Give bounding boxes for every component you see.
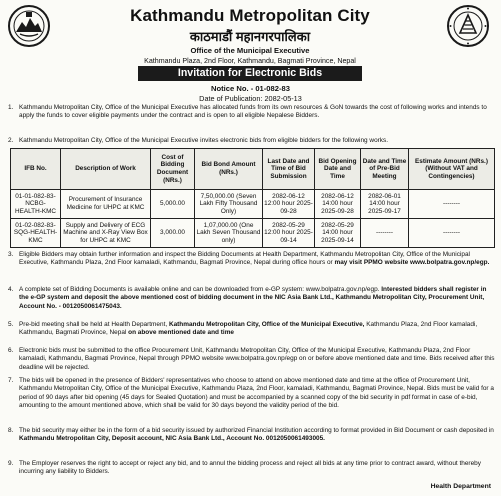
table-row xyxy=(11,219,495,248)
bids-table xyxy=(10,148,495,248)
paragraph-text-bold: Interested bidders shall register in the e-GP system and deposit the above mentioned cost of bidding document in the NIC Asia Bank Ltd., Kathmandu Metropolitan City, Procurement Unit, Account No. - 0012050061475043. xyxy=(19,286,487,310)
nepali-title: काठमाडौं महानगरपालिका xyxy=(189,29,311,44)
table-row xyxy=(11,190,495,219)
paragraph-text: The Employer reserves the right to accept or reject any bid, and to annul the bidding process and reject all bids at any time prior to contract award, without thereby incurring any liability to Bidders. xyxy=(19,460,481,476)
paragraph-number: 8. xyxy=(8,427,14,434)
paragraph-number: 1. xyxy=(8,104,14,111)
paragraph-2 xyxy=(8,137,496,145)
municipal-seal-icon xyxy=(446,4,490,48)
paragraph-number: 9. xyxy=(8,460,14,467)
paragraph-text-part: The bid security may either be in the form of a bid security issued by authorized Financial Institution according to format provided in Bid Document or cash deposited in xyxy=(19,427,494,434)
paragraph-number: 7. xyxy=(8,377,14,384)
city-title: Kathmandu Metropolitan City xyxy=(130,6,370,25)
table-cell: -------- xyxy=(361,219,409,248)
paragraph-3 xyxy=(8,251,496,268)
paragraph-7 xyxy=(8,377,496,411)
issuing-department: Health Department xyxy=(430,483,491,490)
paragraph-text-part: Pre-bid meeting shall be held at Health Department, xyxy=(19,321,169,328)
office-address: Kathmandu Plaza, 2nd Floor, Kathmandu, Bagmati Province, Nepal xyxy=(144,57,356,65)
paragraph-text xyxy=(19,321,496,338)
table-cell: 01-02-082-83-SQG-HEALTH-KMC xyxy=(11,219,61,248)
column-header: Last Date and Time of Bid Submission xyxy=(263,149,315,190)
paragraph-text-bold: Kathmandu Metropolitan City, Office of the Municipal Executive, xyxy=(168,321,365,328)
publication-date: Date of Publication: 2082-05-13 xyxy=(199,94,302,103)
paragraph-8 xyxy=(8,427,496,444)
office-name: Office of the Municipal Executive xyxy=(190,46,310,55)
paragraph-number: 5. xyxy=(8,321,14,328)
paragraph-number: 6. xyxy=(8,347,14,354)
column-header: Description of Work xyxy=(61,149,151,190)
paragraph-9 xyxy=(8,460,496,477)
column-header: Bid Opening Date and Time xyxy=(315,149,361,190)
table-cell: 7,50,000.00 (Seven Lakh Fifty Thousand Only) xyxy=(195,190,263,219)
paragraph-4 xyxy=(8,286,496,311)
table-cell: -------- xyxy=(409,190,495,219)
paragraph-text xyxy=(19,427,496,444)
column-header: Cost of Bidding Document (NRs.) xyxy=(151,149,195,190)
column-header: Bid Bond Amount (NRs.) xyxy=(195,149,263,190)
paragraph-number: 4. xyxy=(8,286,14,293)
table-cell: -------- xyxy=(409,219,495,248)
paragraph-text-part: Eligible Bidders may obtain further information and inspect the Bidding Documents at Health Department, Kathmandu Metropolitan City, Office of the Municipal Executive, Kathmandu Plaza, 2nd Floor kamaladi, Kathmandu, Bagmati Province, Nepal during office hours or xyxy=(19,251,470,267)
paragraph-number: 2. xyxy=(8,137,14,144)
paragraph-text: Kathmandu Metropolitan City, Office of the Municipal Executive has allocated funds from its own resources & GoN towards the cost of following works and intends to apply the funds to cover eligible payments under the contract and is open to all eligible Nepalese Bidders. xyxy=(19,104,487,120)
table-header-row xyxy=(11,149,495,190)
table-cell: Supply and Delivery of ECG Machine and X-Ray View Box for UHPC at KMC xyxy=(61,219,151,248)
paragraph-text-bold: on above mentioned date and time xyxy=(128,329,235,337)
table-cell: Procurement of Insurance Medicine for UHPC at KMC xyxy=(61,190,151,219)
table-cell: 2082-06-12 12:00 hour 2025-09-28 xyxy=(263,190,315,219)
paragraph-text xyxy=(19,286,496,311)
paragraph-6 xyxy=(8,347,496,372)
paragraph-text-bold: Kathmandu Metropolitan City, Deposit account, NIC Asia Bank Ltd., Account No. 0012050061493005. xyxy=(19,435,325,443)
table-cell: 3,000.00 xyxy=(151,219,195,248)
table-cell: 2082-05-29 14:00 hour 2025-09-14 xyxy=(315,219,361,248)
notice-number: Notice No. - 01-082-83 xyxy=(211,84,290,93)
column-header: IFB No. xyxy=(11,149,61,190)
invitation-banner: Invitation for Electronic Bids xyxy=(138,66,362,81)
paragraph-text: Electronic bids must be submitted to the office Procurement Unit, Kathmandu Metropolitan City, Office of the Municipal Executive, Kathmandu Plaza, 2nd Floor kamaladi, Kathmandu, Bagmati Province, Nepal through PPMO website www.bolpatra.gov.np/egp on or before above mentioned date and time. Bids received after this deadline will be rejected. xyxy=(19,347,495,371)
paragraph-1 xyxy=(8,104,496,121)
paragraph-text-part: A complete set of Bidding Documents is available online and can be downloaded from e-GP system: www.bolpatra.gov.np/egp. xyxy=(19,286,382,293)
column-header: Date and Time of Pre-Bid Meeting xyxy=(361,149,409,190)
table-cell: 2082-05-29 12:00 hour 2025-09-14 xyxy=(263,219,315,248)
table-cell: 2082-06-12 14:00 hour 2025-09-28 xyxy=(315,190,361,219)
paragraph-text: Kathmandu Metropolitan City, Office of the Municipal Executive invites electronic bids from eligible bidders for the following works. xyxy=(19,137,389,144)
table-cell: 01-01-082-83-NCBG-HEALTH-KMC xyxy=(11,190,61,219)
paragraph-text xyxy=(19,251,496,268)
paragraph-text: The bids will be opened in the presence of Bidders' representatives who choose to attend on above mentioned date and time at the office of Procurement Unit, Kathmandu Metropolitan City, Office of the Municipal Executive, Kathmandu Plaza, 2nd Floor, kamaladi, Kathmandu, Bagmati Province, Nepal. Bids must be valid for a period of 90 days after bid opening (45 days for Sealed Quotation) and must be accompanied by a scanned copy of the bid security in pdf format in case of e-bid, amounting to the amount mentioned above, which shall be valid for 30 days beyond the validity period of the bid. xyxy=(19,377,494,410)
paragraph-text-bold: may visit PPMO website www.bolpatra.gov.np/egp. xyxy=(334,259,490,267)
table-cell: 5,000.00 xyxy=(151,190,195,219)
paragraph-text-part: Kathmandu Plaza, 2nd Floor kamaladi, Kathmandu, Bagmati Province, Nepal xyxy=(19,321,478,337)
kmc-emblem-icon xyxy=(7,4,51,48)
table-cell: 2082-06-01 14:00 hour 2025-09-17 xyxy=(361,190,409,219)
column-header: Estimate Amount (NRs.) (Without VAT and Contingencies) xyxy=(409,149,495,190)
paragraph-number: 3. xyxy=(8,251,14,258)
paragraph-5 xyxy=(8,321,496,338)
table-cell: 1,07,000.00 (One Lakh Seven Thousand only) xyxy=(195,219,263,248)
